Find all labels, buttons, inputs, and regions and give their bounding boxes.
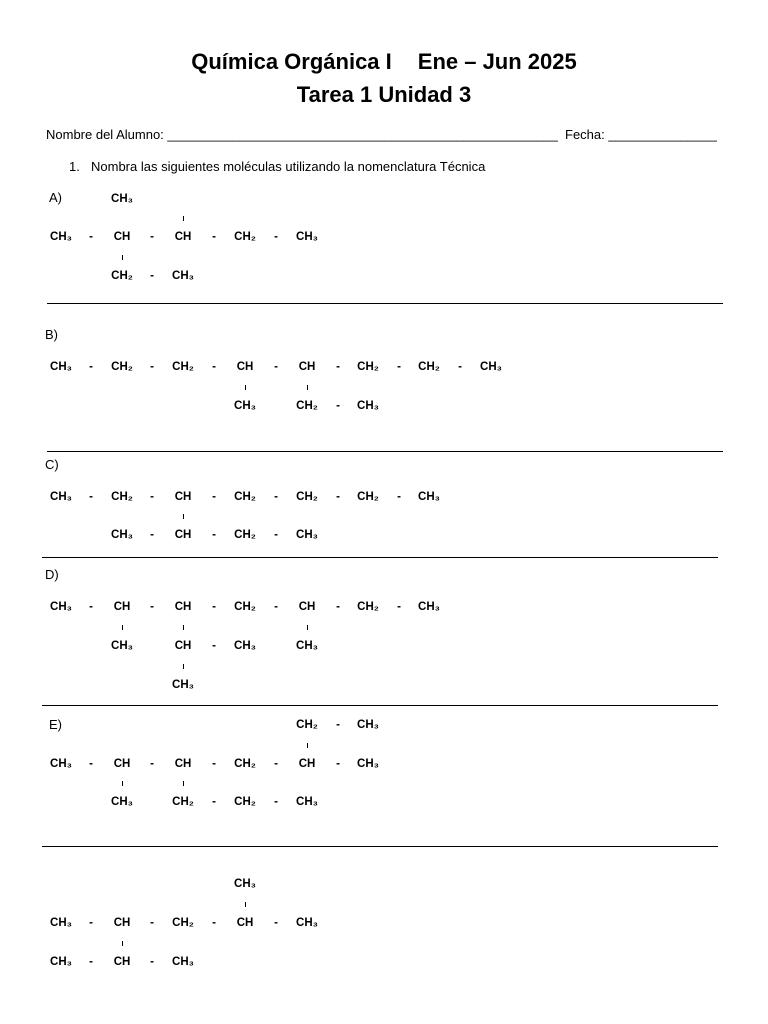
vertical-bond xyxy=(122,255,123,260)
bond-dash: - xyxy=(89,758,93,770)
formula-group: CH₃ xyxy=(172,679,194,691)
bond-dash: - xyxy=(336,719,340,731)
bond-dash: - xyxy=(212,361,216,373)
vertical-bond xyxy=(245,902,246,907)
bond-dash: - xyxy=(150,270,154,282)
formula-group: CH₃ xyxy=(234,640,256,652)
formula-group: CH₂ xyxy=(172,917,194,929)
bond-dash: - xyxy=(274,601,278,613)
formula-group: CH₃ xyxy=(296,917,318,929)
course-term: Ene – Jun 2025 xyxy=(417,49,577,74)
bond-dash: - xyxy=(89,956,93,968)
bond-dash: - xyxy=(150,758,154,770)
bond-dash: - xyxy=(397,491,401,503)
bond-dash: - xyxy=(150,956,154,968)
bond-dash: - xyxy=(274,361,278,373)
formula-group: CH₃ xyxy=(296,231,318,243)
bond-dash: - xyxy=(150,231,154,243)
vertical-bond xyxy=(307,385,308,390)
formula-group: CH₃ xyxy=(296,640,318,652)
formula-group: CH₃ xyxy=(111,193,133,205)
exercise-e-label: E) xyxy=(49,717,62,732)
bond-dash: - xyxy=(212,231,216,243)
bond-dash: - xyxy=(336,491,340,503)
formula-group: CH₃ xyxy=(480,361,502,373)
bond-dash: - xyxy=(336,361,340,373)
assignment-title: Tarea 1 Unidad 3 xyxy=(296,82,472,107)
formula-group: CH₃ xyxy=(50,758,72,770)
formula-group: CH₂ xyxy=(357,491,379,503)
course-name: Química Orgánica I xyxy=(191,49,392,74)
formula-group: CH xyxy=(113,758,131,770)
formula-group: CH₃ xyxy=(50,917,72,929)
formula-group: CH₂ xyxy=(296,719,318,731)
student-name-field: Nombre del Alumno: ______________________________________________________ xyxy=(46,127,558,142)
bond-dash: - xyxy=(212,491,216,503)
bond-dash: - xyxy=(274,917,278,929)
bond-dash: - xyxy=(397,601,401,613)
formula-group: CH₂ xyxy=(296,400,318,412)
formula-group: CH₃ xyxy=(234,878,256,890)
date-field: Fecha: _______________ xyxy=(565,127,717,142)
formula-group: CH xyxy=(113,917,131,929)
bond-dash: - xyxy=(212,917,216,929)
formula-group: CH₂ xyxy=(234,758,256,770)
formula-group: CH xyxy=(236,917,254,929)
formula-group: CH xyxy=(298,361,316,373)
bond-dash: - xyxy=(274,529,278,541)
instruction-number: 1. xyxy=(69,159,80,174)
bond-dash: - xyxy=(212,640,216,652)
bond-dash: - xyxy=(397,361,401,373)
formula-group: CH₃ xyxy=(172,956,194,968)
formula-group: CH₂ xyxy=(234,491,256,503)
instruction-text: Nombra las siguientes moléculas utilizando la nomenclatura Técnica xyxy=(91,159,486,174)
formula-group: CH₃ xyxy=(172,270,194,282)
bond-dash: - xyxy=(336,601,340,613)
bond-dash: - xyxy=(274,231,278,243)
formula-group: CH xyxy=(174,640,192,652)
exercise-d-label: D) xyxy=(45,567,59,582)
formula-group: CH₂ xyxy=(296,491,318,503)
bond-dash: - xyxy=(458,361,462,373)
bond-dash: - xyxy=(336,758,340,770)
vertical-bond xyxy=(183,216,184,221)
vertical-bond xyxy=(183,625,184,630)
formula-group: CH₂ xyxy=(234,231,256,243)
vertical-bond xyxy=(183,664,184,669)
formula-group: CH xyxy=(298,601,316,613)
bond-dash: - xyxy=(212,529,216,541)
vertical-bond xyxy=(122,625,123,630)
formula-group: CH₂ xyxy=(172,796,194,808)
vertical-bond xyxy=(122,781,123,786)
bond-dash: - xyxy=(150,491,154,503)
formula-group: CH₃ xyxy=(234,400,256,412)
formula-group: CH₂ xyxy=(111,361,133,373)
formula-group: CH₂ xyxy=(418,361,440,373)
bond-dash: - xyxy=(274,758,278,770)
formula-group: CH xyxy=(113,601,131,613)
vertical-bond xyxy=(183,781,184,786)
formula-group: CH xyxy=(174,491,192,503)
vertical-bond xyxy=(307,625,308,630)
formula-group: CH₂ xyxy=(172,361,194,373)
formula-group: CH₂ xyxy=(111,270,133,282)
formula-group: CH₂ xyxy=(234,601,256,613)
formula-group: CH₃ xyxy=(50,956,72,968)
vertical-bond xyxy=(183,514,184,519)
formula-group: CH₃ xyxy=(50,231,72,243)
bond-dash: - xyxy=(89,601,93,613)
formula-group: CH₃ xyxy=(357,719,379,731)
formula-group: CH₂ xyxy=(111,491,133,503)
bond-dash: - xyxy=(150,361,154,373)
bond-dash: - xyxy=(212,601,216,613)
bond-dash: - xyxy=(89,231,93,243)
bond-dash: - xyxy=(89,491,93,503)
formula-group: CH xyxy=(298,758,316,770)
vertical-bond xyxy=(307,743,308,748)
bond-dash: - xyxy=(150,601,154,613)
formula-group: CH₃ xyxy=(111,640,133,652)
formula-group: CH xyxy=(174,601,192,613)
formula-group: CH₃ xyxy=(357,758,379,770)
bond-dash: - xyxy=(212,796,216,808)
formula-group: CH₂ xyxy=(234,796,256,808)
formula-group: CH₃ xyxy=(357,400,379,412)
formula-group: CH₃ xyxy=(50,491,72,503)
vertical-bond xyxy=(122,941,123,946)
exercise-b-label: B) xyxy=(45,327,58,342)
bond-dash: - xyxy=(274,796,278,808)
formula-group: CH xyxy=(113,231,131,243)
formula-group: CH₃ xyxy=(50,601,72,613)
bond-dash: - xyxy=(89,361,93,373)
formula-group: CH xyxy=(236,361,254,373)
formula-group: CH₃ xyxy=(111,529,133,541)
bond-dash: - xyxy=(212,758,216,770)
bond-dash: - xyxy=(274,491,278,503)
formula-group: CH₂ xyxy=(357,361,379,373)
vertical-bond xyxy=(245,385,246,390)
formula-group: CH xyxy=(174,758,192,770)
formula-group: CH₂ xyxy=(234,529,256,541)
formula-group: CH₂ xyxy=(357,601,379,613)
formula-group: CH xyxy=(174,529,192,541)
formula-group: CH₃ xyxy=(296,529,318,541)
formula-group: CH₃ xyxy=(418,491,440,503)
bond-dash: - xyxy=(150,917,154,929)
bond-dash: - xyxy=(336,400,340,412)
formula-group: CH₃ xyxy=(418,601,440,613)
formula-group: CH xyxy=(174,231,192,243)
formula-group: CH₃ xyxy=(111,796,133,808)
bond-dash: - xyxy=(89,917,93,929)
formula-group: CH xyxy=(113,956,131,968)
exercise-c-label: C) xyxy=(45,457,59,472)
exercise-a-label: A) xyxy=(49,190,62,205)
bond-dash: - xyxy=(150,529,154,541)
formula-group: CH₃ xyxy=(50,361,72,373)
formula-group: CH₃ xyxy=(296,796,318,808)
